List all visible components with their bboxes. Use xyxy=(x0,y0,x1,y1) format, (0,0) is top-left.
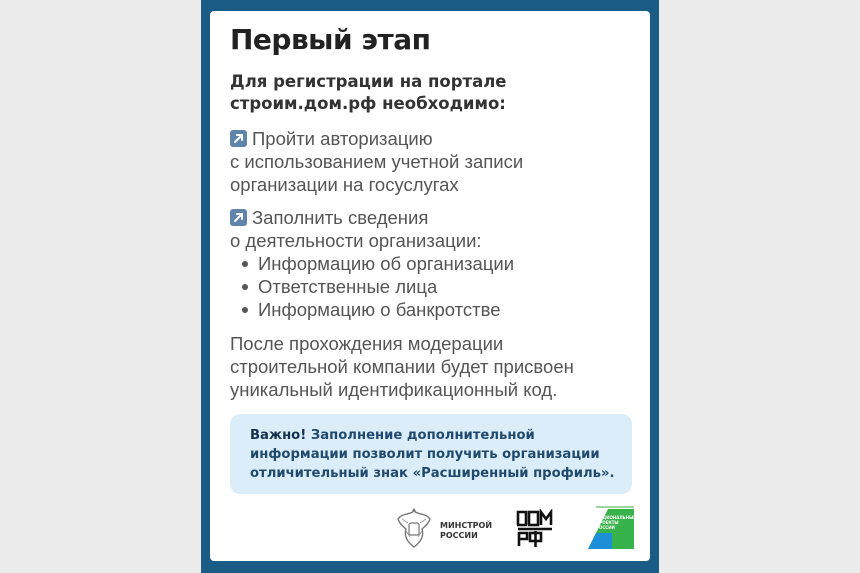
step-authorization xyxy=(230,127,640,196)
text-line: После прохождения модерации xyxy=(230,333,504,354)
step-line: о деятельности организации: xyxy=(230,230,482,251)
domrf-logo-icon xyxy=(516,509,554,549)
moderation-text xyxy=(230,332,640,401)
note-line: Заполнение дополнительной xyxy=(306,428,535,443)
note-line: отличительный знак «Расширенный профиль». xyxy=(250,466,615,481)
intro-line: строим.дом.рф необходимо: xyxy=(230,94,506,113)
partner-logos xyxy=(394,503,644,553)
list-item: Ответственные лица xyxy=(230,275,640,298)
step-heading: Заполнить сведения xyxy=(252,207,429,228)
important-note xyxy=(230,414,632,494)
step-fill-info xyxy=(230,206,640,321)
info-card xyxy=(210,11,650,561)
arrow-up-right-icon xyxy=(230,209,247,226)
text-line: строительной компании будет присвоен xyxy=(230,356,574,377)
note-label: Важно! xyxy=(250,428,307,443)
info-list xyxy=(230,252,640,321)
arrow-up-right-icon xyxy=(230,130,247,147)
list-item: Информацию об организации xyxy=(230,252,640,275)
step-heading: Пройти авторизацию xyxy=(252,128,433,149)
page-title: Первый этап xyxy=(230,23,431,56)
national-projects-logo-text: НАЦИОНАЛЬНЫЕ ПРОЕКТЫ РОССИИ xyxy=(596,515,636,530)
text-line: уникальный идентификационный код. xyxy=(230,379,558,400)
step-line: с использованием учетной записи xyxy=(230,151,524,172)
coat-of-arms-icon xyxy=(394,507,434,551)
list-item: Информацию о банкротстве xyxy=(230,298,640,321)
svg-text:ДОМ РФ: ДОМ РФ xyxy=(516,509,520,510)
minstroy-logo-text: МИНСТРОЙ РОССИИ xyxy=(440,521,493,540)
intro-line: Для регистрации на портале xyxy=(230,72,507,91)
step-line: организации на госуслугах xyxy=(230,174,459,195)
note-line: информации позволит получить организации xyxy=(250,447,600,462)
intro-text xyxy=(230,71,630,115)
